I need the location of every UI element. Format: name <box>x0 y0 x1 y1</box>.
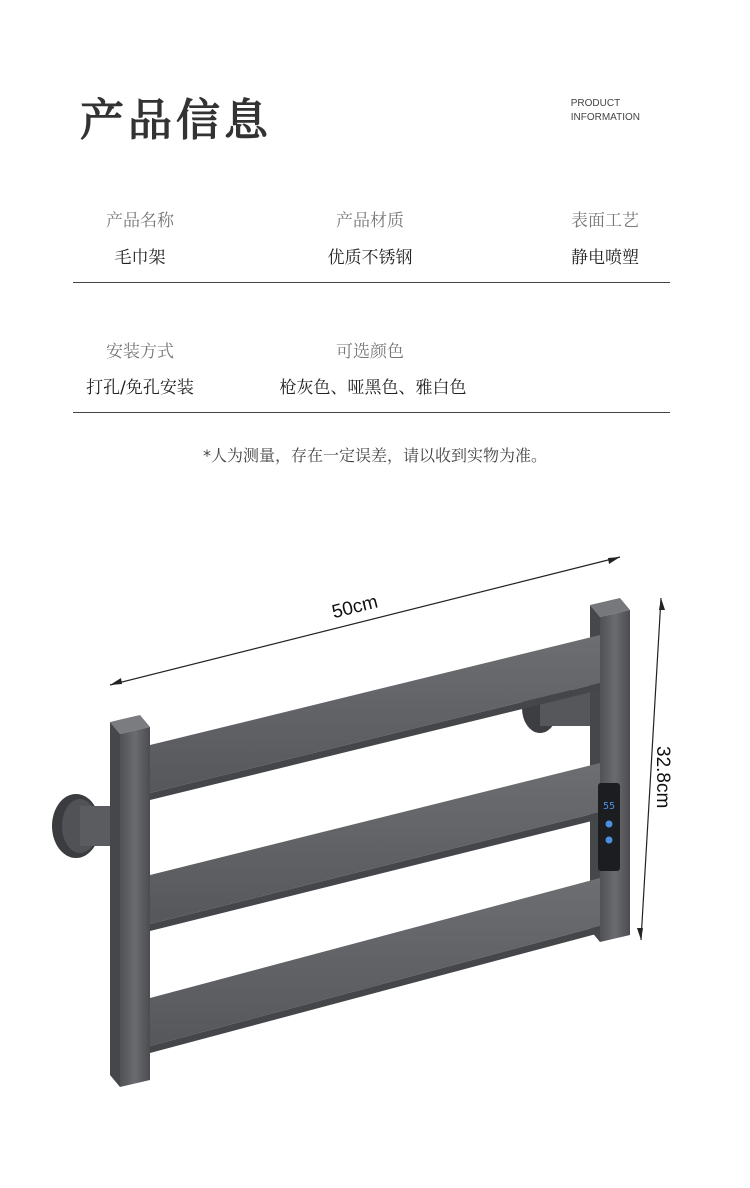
product-material-label: 产品材质 <box>336 211 404 231</box>
height-dimension <box>637 598 673 940</box>
product-name-value: 毛巾架 <box>114 248 166 268</box>
left-post <box>110 715 150 1087</box>
temperature-display: 55 <box>603 801 616 812</box>
power-button-icon <box>606 821 613 828</box>
measurement-note: *人为测量，存在一定误差，请以收到实物为准。 <box>202 446 547 465</box>
subtitle-line-1: PRODUCT <box>570 98 621 109</box>
install-method-label: 安装方式 <box>106 342 174 362</box>
width-label: 50cm <box>329 591 381 624</box>
mode-button-icon <box>606 837 613 844</box>
page-title: 产品信息 <box>80 95 272 146</box>
product-name-label: 产品名称 <box>106 211 174 231</box>
color-options-value: 枪灰色、哑黑色、雅白色 <box>279 378 467 398</box>
install-method-value: 打孔/免孔安装 <box>86 378 194 398</box>
surface-finish-value: 静电喷塑 <box>571 248 639 268</box>
control-panel <box>598 783 620 871</box>
height-label: 32.8cm <box>652 746 673 809</box>
left-wall-mount <box>52 794 116 858</box>
subtitle-line-2: INFORMATION <box>570 112 640 123</box>
product-material-value: 优质不锈钢 <box>327 248 413 268</box>
surface-finish-label: 表面工艺 <box>571 211 639 231</box>
color-options-label: 可选颜色 <box>336 342 404 362</box>
